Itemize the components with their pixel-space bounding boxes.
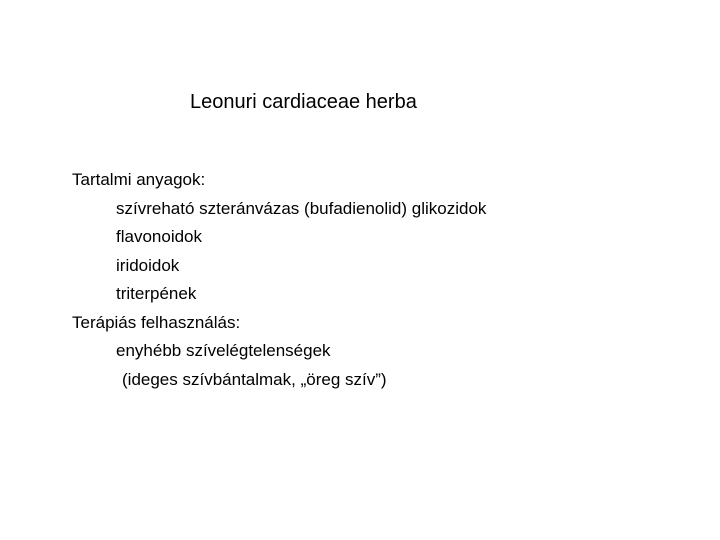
section-heading-contents: Tartalmi anyagok: <box>72 170 206 189</box>
section-heading-therapeutic-use: Terápiás felhasználás: <box>72 312 241 332</box>
list-item: (ideges szívbántalmak, „öreg szív”) <box>122 369 387 389</box>
slide-title: Leonuri cardiaceae herba <box>190 91 417 113</box>
list-item: enyhébb szívelégtelenségek <box>116 341 331 360</box>
list-item: szívreható szteránvázas (bufadienolid) glikozidok <box>116 198 487 218</box>
list-item: triterpének <box>116 284 197 303</box>
list-item: flavonoidok <box>116 227 203 246</box>
list-item: iridoidok <box>116 255 180 275</box>
slide-content <box>72 166 486 394</box>
